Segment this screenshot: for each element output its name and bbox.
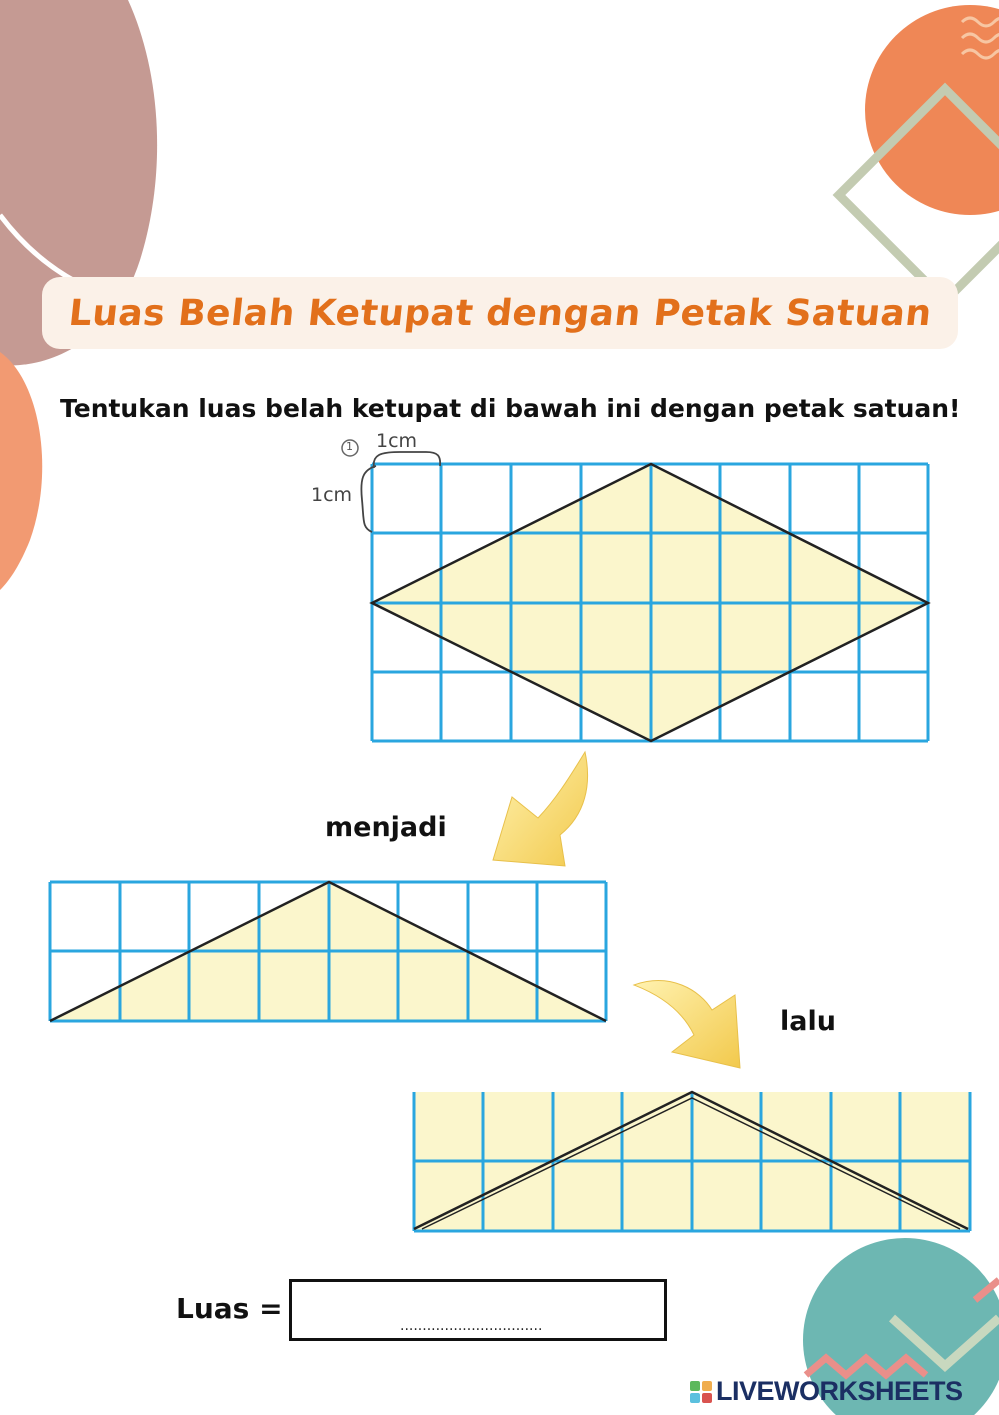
unit-label-left: 1cm [311,484,353,506]
answer-blank: ................................ [400,1318,543,1334]
answer-input[interactable] [289,1279,667,1341]
page-title: Luas Belah Ketupat dengan Petak Satuan [66,292,934,334]
brand-footer [690,1376,963,1407]
liveworksheets-logo-icon [690,1381,712,1403]
step-label-lalu: lalu [780,1006,836,1037]
instruction-text: Tentukan luas belah ketupat di bawah ini dengan petak satuan! [60,394,961,423]
answer-label: Luas = [176,1292,283,1325]
number-marker: 1 [346,440,353,453]
unit-label-top: 1cm [376,430,418,452]
brand-name: LIVEWORKSHEETS [716,1376,963,1406]
step-label-menjadi: menjadi [325,812,447,843]
